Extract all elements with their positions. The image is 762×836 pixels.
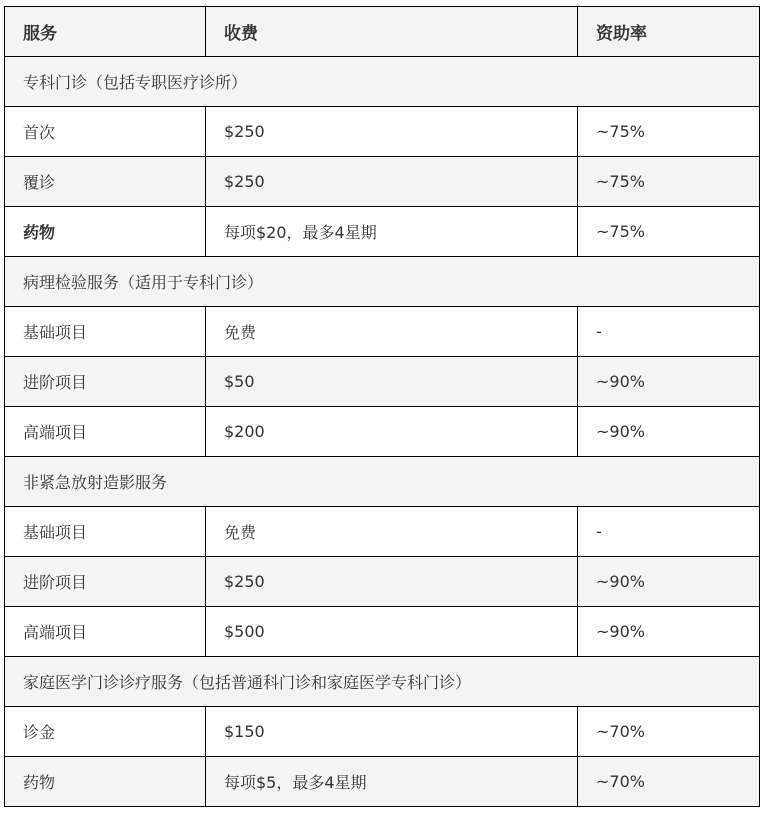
- section-title: 专科门诊（包括专职医疗诊所）: [5, 57, 760, 107]
- table-row: [5, 207, 760, 257]
- subsidy-cell: ~75%: [578, 107, 760, 157]
- table-row: [5, 407, 760, 457]
- section-title: 病理检验服务（适用于专科门诊）: [5, 257, 760, 307]
- fee-cell: $250: [206, 557, 578, 607]
- service-cell: 首次: [5, 107, 206, 157]
- header-fee: 收费: [206, 7, 578, 57]
- table-row: [5, 507, 760, 557]
- subsidy-cell: ~75%: [578, 157, 760, 207]
- service-cell: 基础项目: [5, 307, 206, 357]
- fee-cell: 每项$5，最多4星期: [206, 757, 578, 807]
- service-cell: 进阶项目: [5, 557, 206, 607]
- service-cell: 基础项目: [5, 507, 206, 557]
- fee-cell: $500: [206, 607, 578, 657]
- service-cell: 诊金: [5, 707, 206, 757]
- subsidy-cell: ~75%: [578, 207, 760, 257]
- subsidy-cell: ~90%: [578, 557, 760, 607]
- fee-cell: $50: [206, 357, 578, 407]
- subsidy-cell: ~70%: [578, 757, 760, 807]
- subsidy-cell: -: [578, 507, 760, 557]
- table-row: [5, 107, 760, 157]
- section-title: 非紧急放射造影服务: [5, 457, 760, 507]
- fee-table: [4, 6, 760, 807]
- table-row: [5, 157, 760, 207]
- table-row: [5, 707, 760, 757]
- fee-cell: $200: [206, 407, 578, 457]
- header-subsidy: 资助率: [578, 7, 760, 57]
- subsidy-cell: ~70%: [578, 707, 760, 757]
- table-row: [5, 607, 760, 657]
- fee-cell: 每项$20，最多4星期: [206, 207, 578, 257]
- section-row: [5, 457, 760, 507]
- table-row: [5, 757, 760, 807]
- service-cell: 药物: [5, 757, 206, 807]
- fee-cell: 免费: [206, 507, 578, 557]
- subsidy-cell: -: [578, 307, 760, 357]
- fee-cell: $250: [206, 107, 578, 157]
- fee-cell: $150: [206, 707, 578, 757]
- subsidy-cell: ~90%: [578, 407, 760, 457]
- service-cell: 高端项目: [5, 607, 206, 657]
- fee-cell: 免费: [206, 307, 578, 357]
- section-row: [5, 257, 760, 307]
- section-row: [5, 57, 760, 107]
- header-service: 服务: [5, 7, 206, 57]
- service-cell: 药物: [5, 207, 206, 257]
- subsidy-cell: ~90%: [578, 357, 760, 407]
- section-title: 家庭医学门诊诊疗服务（包括普通科门诊和家庭医学专科门诊）: [5, 657, 760, 707]
- service-cell: 高端项目: [5, 407, 206, 457]
- section-row: [5, 657, 760, 707]
- fee-cell: $250: [206, 157, 578, 207]
- table-row: [5, 557, 760, 607]
- table-header-row: [5, 7, 760, 57]
- service-cell: 覆诊: [5, 157, 206, 207]
- table-row: [5, 357, 760, 407]
- table-row: [5, 307, 760, 357]
- service-cell: 进阶项目: [5, 357, 206, 407]
- subsidy-cell: ~90%: [578, 607, 760, 657]
